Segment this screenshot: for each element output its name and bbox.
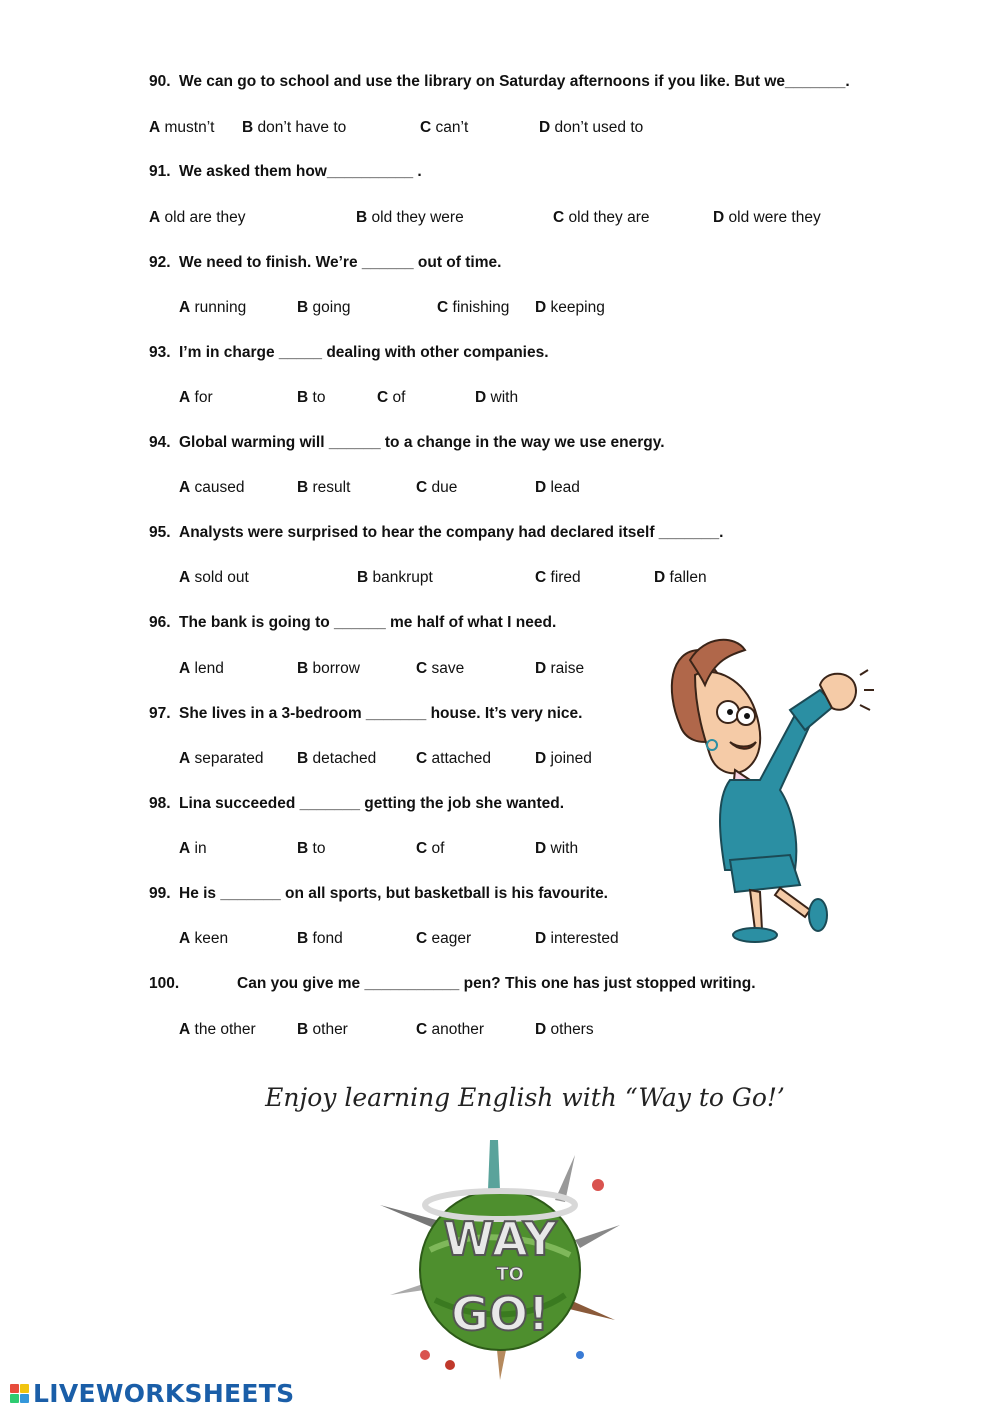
option-a[interactable]: A old are they — [149, 209, 246, 226]
option-a[interactable]: A keen — [179, 930, 229, 947]
option-c[interactable]: C finishing — [437, 299, 510, 316]
option-d[interactable]: D fallen — [654, 569, 707, 586]
logo-go: GO! — [451, 1287, 549, 1341]
option-b[interactable]: B to — [297, 840, 326, 857]
option-d[interactable]: D old were they — [713, 209, 821, 226]
option-a[interactable]: A in — [179, 840, 207, 857]
option-b[interactable]: B other — [297, 1021, 348, 1038]
option-d[interactable]: D joined — [535, 750, 592, 767]
liveworksheets-brand[interactable] — [10, 1378, 294, 1408]
footer-tagline: Enjoy learning English with “Way to Go!’ — [265, 1083, 785, 1112]
question-stem: 91. We asked them how__________ . — [149, 163, 422, 180]
option-a[interactable]: A lend — [179, 660, 224, 677]
option-c[interactable]: C due — [416, 479, 458, 496]
option-c[interactable]: C another — [416, 1021, 485, 1038]
brand-name: LIVEWORKSHEETS — [33, 1378, 295, 1408]
option-c[interactable]: C fired — [535, 569, 581, 586]
question-stem: 100. Can you give me ___________ pen? This one has just stopped writing. — [149, 975, 756, 992]
option-a[interactable]: A mustn’t — [149, 119, 215, 136]
option-a[interactable]: A sold out — [179, 569, 249, 586]
option-c[interactable]: C attached — [416, 750, 491, 767]
option-a[interactable]: A running — [179, 299, 247, 316]
logo-way: WAY — [443, 1212, 557, 1266]
question-stem: 90. We can go to school and use the library on Saturday afternoons if you like. But we_______. — [149, 73, 850, 90]
option-d[interactable]: D keeping — [535, 299, 605, 316]
question-stem: 96. The bank is going to ______ me half of what I need. — [149, 614, 557, 631]
option-b[interactable]: B don’t have to — [242, 119, 347, 136]
option-d[interactable]: D with — [535, 840, 579, 857]
question-stem: 93. I’m in charge _____ dealing with other companies. — [149, 344, 549, 361]
question-stem: 92. We need to finish. We’re ______ out of time. — [149, 254, 502, 271]
option-b[interactable]: B bankrupt — [357, 569, 433, 586]
question-stem: 95. Analysts were surprised to hear the company had declared itself _______. — [149, 524, 724, 541]
option-d[interactable]: D lead — [535, 479, 580, 496]
option-b[interactable]: B detached — [297, 750, 377, 767]
option-b[interactable]: B fond — [297, 930, 343, 947]
option-d[interactable]: D raise — [535, 660, 585, 677]
question-stem: 94. Global warming will ______ to a change in the way we use energy. — [149, 434, 665, 451]
option-d[interactable]: D with — [475, 389, 519, 406]
option-b[interactable]: B to — [297, 389, 326, 406]
option-b[interactable]: B old they were — [356, 209, 464, 226]
question-stem: 98. Lina succeeded _______ getting the job she wanted. — [149, 795, 565, 812]
option-c[interactable]: C of — [416, 840, 445, 857]
option-a[interactable]: A for — [179, 389, 213, 406]
option-b[interactable]: B result — [297, 479, 351, 496]
option-b[interactable]: B borrow — [297, 660, 360, 677]
liveworksheets-logo-icon — [10, 1384, 29, 1403]
option-a[interactable]: A separated — [179, 750, 264, 767]
option-d[interactable]: D don’t used to — [539, 119, 644, 136]
question-stem: 97. She lives in a 3-bedroom _______ house. It’s very nice. — [149, 705, 583, 722]
option-c[interactable]: C save — [416, 660, 465, 677]
option-c[interactable]: C of — [377, 389, 406, 406]
excited-woman-illustration — [660, 630, 890, 950]
option-c[interactable]: C eager — [416, 930, 472, 947]
option-a[interactable]: A the other — [179, 1021, 256, 1038]
way-to-go-globe-logo — [360, 1130, 640, 1390]
option-c[interactable]: C can’t — [420, 119, 469, 136]
option-d[interactable]: D others — [535, 1021, 594, 1038]
option-b[interactable]: B going — [297, 299, 351, 316]
question-stem: 99. He is _______ on all sports, but basketball is his favourite. — [149, 885, 608, 902]
option-c[interactable]: C old they are — [553, 209, 650, 226]
option-d[interactable]: D interested — [535, 930, 619, 947]
logo-to: TO — [496, 1264, 524, 1285]
option-a[interactable]: A caused — [179, 479, 245, 496]
